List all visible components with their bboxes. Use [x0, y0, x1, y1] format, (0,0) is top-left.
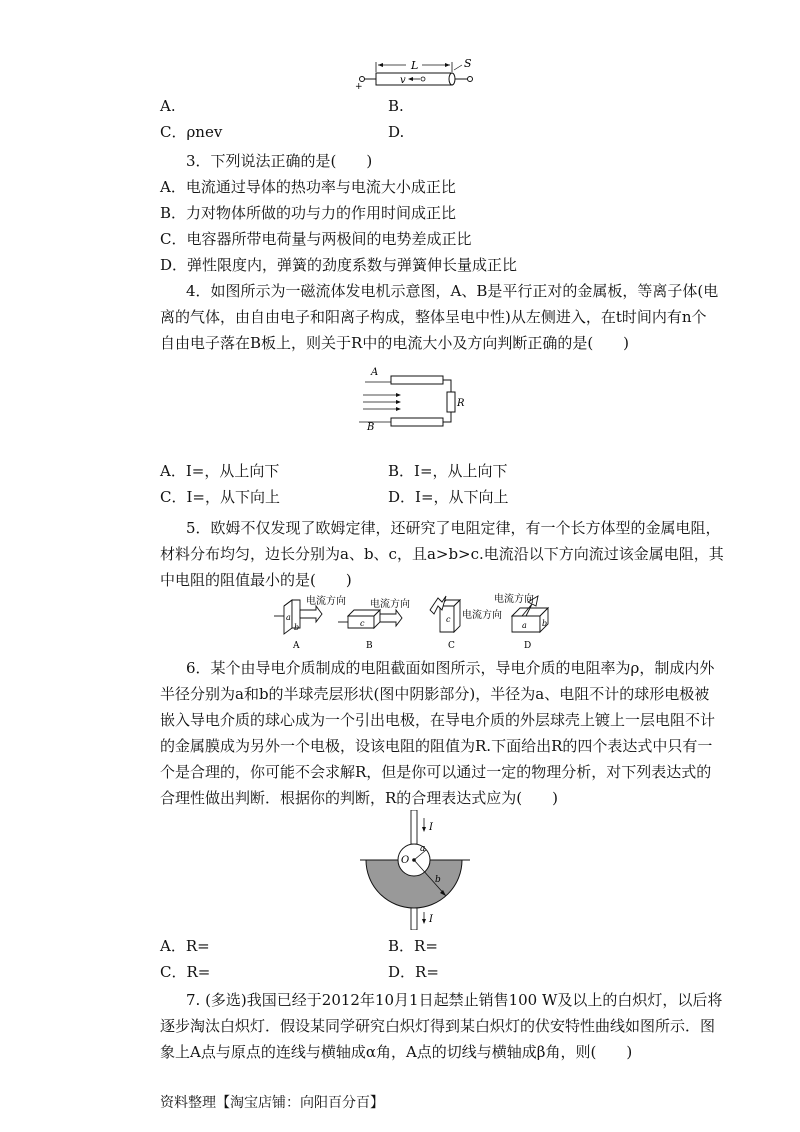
block-label-a: A — [293, 641, 300, 651]
q7-stem-line3: 象上A点与原点的连线与横轴成α角，A点的切线与横轴成β角，则( ) — [160, 1043, 633, 1061]
block-c-side-c: c — [446, 615, 451, 624]
page-footer: 资料整理【淘宝店铺：向阳百分百】 — [160, 1095, 384, 1111]
q4-stem-line1: 4．如图所示为一磁流体发电机示意图，A、B是平行正对的金属板，等离子体(电 — [186, 282, 719, 300]
q6-stem-line4: 的金属膜成为另外一个电极，设该电阻的阻值为R.下面给出R的四个表达式中只有一 — [160, 737, 713, 755]
block-a-side-a: a — [286, 613, 291, 622]
q6-stem-line2: 半径分别为a和b的半球壳层形状(图中阴影部分)，半径为a、电阻不计的球形电极被 — [160, 685, 710, 703]
q3-option-d[interactable]: D．弹性限度内，弹簧的劲度系数与弹簧伸长量成正比 — [160, 256, 518, 274]
q5-stem-line1: 5．欧姆不仅发现了欧姆定律，还研究了电阻定律，有一个长方体型的金属电阻， — [186, 519, 721, 537]
wire-figure — [350, 54, 480, 90]
q2-option-d[interactable]: D. — [388, 123, 405, 141]
wire-area-label: S — [464, 57, 472, 70]
q6-option-c[interactable]: C．R= — [160, 963, 211, 981]
block-d-side-b: b — [542, 619, 548, 628]
q3-option-c[interactable]: C．电容器所带电荷量与两极间的电势差成正比 — [160, 230, 472, 248]
current-dir-label-b: 电流方向 — [370, 599, 410, 610]
q2-option-a[interactable]: A. — [160, 97, 176, 115]
q6-stem-line1: 6．某个由导电介质制成的电阻截面如图所示，导电介质的电阻率为ρ，制成内外 — [186, 659, 715, 677]
current-dir-label-c: 电流方向 — [462, 610, 502, 621]
current-dir-label-a: 电流方向 — [306, 596, 346, 607]
q3-stem: 3．下列说法正确的是( ) — [186, 152, 373, 170]
q6-stem-line6: 合理性做出判断．根据你的判断，R的合理表达式应为( ) — [160, 789, 559, 807]
q5-stem-line3: 中电阻的阻值最小的是( ) — [160, 571, 352, 589]
hemisphere-resistor-figure — [360, 810, 470, 930]
block-a-side-b: b — [294, 623, 300, 632]
q6-stem-line3: 嵌入导电介质的球心成为一个引出电极，在导电介质的外层球壳上镀上一层电阻不计 — [160, 711, 716, 729]
block-d-side-a: a — [522, 621, 527, 630]
q6-stem-line5: 个是合理的，你可能不会求解R，但是你可以通过一定的物理分析，对下列表达式的 — [160, 763, 712, 781]
wire-length-label: L — [411, 59, 419, 72]
wire-velocity-label: v — [400, 75, 406, 86]
wire-plus-sign: + — [355, 82, 363, 90]
center-label: O — [401, 855, 410, 866]
plate-a-label: A — [371, 367, 379, 378]
q4-option-c[interactable]: C．I=，从下向上 — [160, 488, 280, 506]
resistor-blocks-figure — [270, 590, 550, 652]
q4-stem-line2: 离的气体，由自由电子和阳离子构成，整体呈电中性)从左侧进入，在t时间内有n个 — [160, 308, 707, 326]
current-label-bottom: I — [429, 914, 433, 925]
q2-option-c[interactable]: C．ρnev — [160, 123, 223, 141]
outer-radius-label: b — [435, 875, 441, 885]
block-label-d: D — [524, 641, 532, 651]
inner-radius-label: a — [420, 844, 426, 854]
plate-b-label: B — [367, 422, 375, 433]
mhd-generator-figure — [355, 362, 465, 454]
block-label-c: C — [448, 641, 455, 651]
q7-stem-line1: 7. (多选)我国已经于2012年10月1日起禁止销售100 W及以上的白炽灯，以后将 — [186, 991, 723, 1009]
q4-option-a[interactable]: A．I=，从上向下 — [160, 462, 280, 480]
resistor-label: R — [457, 398, 465, 409]
current-label-top: I — [429, 822, 433, 833]
q5-stem-line2: 材料分布均匀，边长分别为a、b、c，且a>b>c.电流沿以下方向流过该金属电阻，其 — [160, 545, 724, 563]
q6-option-a[interactable]: A．R= — [160, 937, 210, 955]
q4-option-b[interactable]: B．I=，从上向下 — [388, 462, 508, 480]
q2-option-b[interactable]: B. — [388, 97, 404, 115]
q6-option-d[interactable]: D．R= — [388, 963, 439, 981]
q4-option-d[interactable]: D．I=，从下向上 — [388, 488, 509, 506]
q3-option-a[interactable]: A．电流通过导体的热功率与电流大小成正比 — [160, 178, 456, 196]
q3-option-b[interactable]: B．力对物体所做的功与力的作用时间成正比 — [160, 204, 457, 222]
q7-stem-line2: 逐步淘汰白炽灯．假设某同学研究白炽灯得到某白炽灯的伏安特性曲线如图所示．图 — [160, 1017, 716, 1035]
q6-option-b[interactable]: B．R= — [388, 937, 438, 955]
q4-stem-line3: 自由电子落在B板上，则关于R中的电流大小及方向判断正确的是( ) — [160, 334, 630, 352]
current-dir-label-d: 电流方向 — [494, 594, 534, 605]
block-label-b: B — [366, 641, 373, 651]
block-b-side-c: c — [360, 619, 365, 628]
